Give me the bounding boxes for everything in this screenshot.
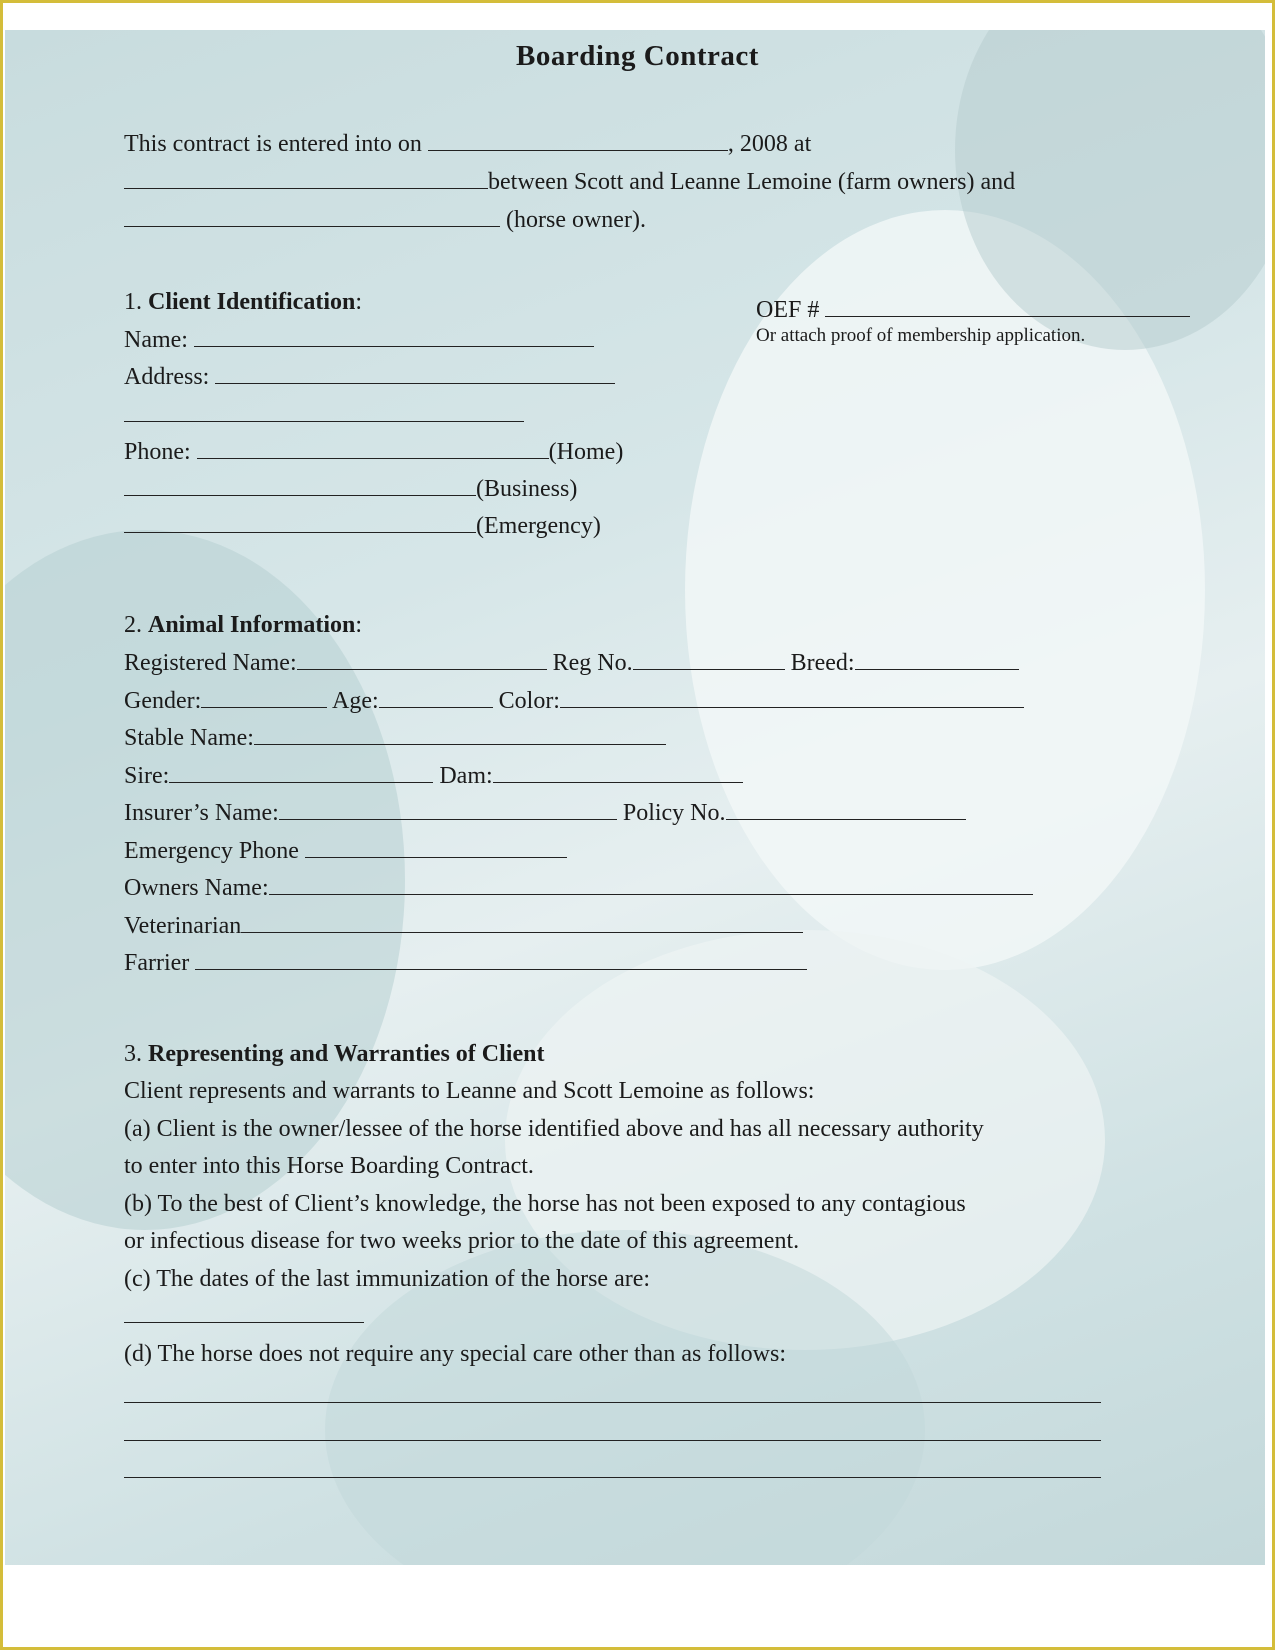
- age-field[interactable]: [379, 683, 493, 708]
- sire-field[interactable]: [169, 758, 433, 783]
- document-title: Boarding Contract: [516, 40, 759, 72]
- section-1-heading: [124, 285, 362, 319]
- intro-line-2: [124, 164, 1015, 198]
- contract-location-field[interactable]: [124, 164, 488, 189]
- stable-name-field[interactable]: [254, 720, 666, 745]
- farrier-label: Farrier: [124, 950, 190, 976]
- section-number: 3.: [124, 1041, 142, 1067]
- name-row: [124, 322, 594, 356]
- oef-row: [756, 292, 1190, 327]
- name-field[interactable]: [194, 322, 594, 347]
- gender-field[interactable]: [201, 683, 327, 708]
- owners-name-label: Owners Name:: [124, 875, 269, 901]
- immunization-row: [124, 1298, 364, 1332]
- special-care-field-1[interactable]: [124, 1402, 1101, 1403]
- section-3-heading: [124, 1037, 544, 1071]
- insurer-label: Insurer’s Name:: [124, 800, 279, 826]
- intro-year-text: , 2008 at: [727, 131, 812, 157]
- clause-d: (d) The horse does not require any special care other than as follows:: [124, 1341, 786, 1367]
- breed-field[interactable]: [855, 645, 1019, 670]
- home-label: (Home): [548, 439, 624, 465]
- contract-date-field[interactable]: [428, 126, 728, 151]
- emergency-label: (Emergency): [476, 513, 601, 539]
- emergency-phone-field[interactable]: [305, 833, 567, 858]
- intro-line-3: [124, 202, 646, 236]
- farrier-row: [124, 945, 807, 979]
- section-number: 2.: [124, 612, 142, 638]
- address-field-2[interactable]: [124, 397, 524, 422]
- veterinarian-label: Veterinarian: [124, 913, 242, 939]
- address-row-2: [124, 397, 524, 431]
- clause-b-line-2: or infectious disease for two weeks prior to the date of this agreement.: [124, 1228, 800, 1254]
- section-2-heading: [124, 608, 362, 642]
- horse-owner-label: (horse owner).: [506, 207, 646, 233]
- name-label: Name:: [124, 327, 188, 353]
- intro-line-1: [124, 126, 811, 160]
- business-label: (Business): [476, 476, 578, 502]
- phone-emergency-row: [124, 508, 601, 542]
- clause-a-line-2: to enter into this Horse Boarding Contract.: [124, 1153, 534, 1179]
- phone-home-row: [124, 434, 623, 468]
- horse-owner-field[interactable]: [124, 202, 500, 227]
- emergency-phone-row: [124, 833, 567, 867]
- owners-name-field[interactable]: [269, 870, 1033, 895]
- sire-dam-row: [124, 758, 743, 792]
- section-number: 1.: [124, 289, 142, 315]
- sire-label: Sire:: [124, 763, 170, 789]
- registered-name-row: [124, 645, 1019, 679]
- oef-note: Or attach proof of membership application.: [756, 325, 1086, 346]
- oef-field[interactable]: [825, 292, 1190, 317]
- reg-no-field[interactable]: [633, 645, 785, 670]
- clause-a-line-1: (a) Client is the owner/lessee of the horse identified above and has all necessary authority: [124, 1116, 984, 1142]
- dam-field[interactable]: [493, 758, 743, 783]
- colon: :: [355, 289, 362, 315]
- age-label: Age:: [331, 688, 379, 714]
- oef-label: OEF #: [756, 297, 820, 323]
- stable-name-label: Stable Name:: [124, 725, 254, 751]
- dam-label: Dam:: [439, 763, 493, 789]
- phone-emergency-field[interactable]: [124, 508, 476, 533]
- veterinarian-field[interactable]: [241, 908, 803, 933]
- policy-field[interactable]: [726, 795, 966, 820]
- gender-row: [124, 683, 1024, 717]
- phone-business-row: [124, 471, 577, 505]
- gender-label: Gender:: [124, 688, 202, 714]
- address-label: Address:: [124, 364, 210, 390]
- registered-name-label: Registered Name:: [124, 650, 297, 676]
- veterinarian-row: [124, 908, 803, 942]
- registered-name-field[interactable]: [297, 645, 547, 670]
- emergency-phone-label: Emergency Phone: [124, 838, 299, 864]
- section-title: Animal Information: [148, 612, 356, 638]
- immunization-dates-field[interactable]: [124, 1298, 364, 1323]
- clause-c: (c) The dates of the last immunization of the horse are:: [124, 1266, 651, 1292]
- owners-name-row: [124, 870, 1033, 904]
- reg-no-label: Reg No.: [552, 650, 633, 676]
- clause-b-line-1: (b) To the best of Client’s knowledge, the horse has not been exposed to any contagious: [124, 1191, 966, 1217]
- section-3-intro: Client represents and warrants to Leanne and Scott Lemoine as follows:: [124, 1078, 815, 1104]
- stable-name-row: [124, 720, 666, 754]
- policy-label: Policy No.: [622, 800, 726, 826]
- section-title: Representing and Warranties of Client: [148, 1041, 545, 1067]
- colon: :: [355, 612, 363, 638]
- intro-parties-text: between Scott and Leanne Lemoine (farm owners) and: [488, 169, 1016, 195]
- insurer-row: [124, 795, 966, 829]
- special-care-field-2[interactable]: [124, 1440, 1101, 1441]
- breed-label: Breed:: [790, 650, 855, 676]
- special-care-field-3[interactable]: [124, 1477, 1101, 1478]
- address-row: [124, 359, 615, 393]
- color-label: Color:: [498, 688, 560, 714]
- section-title: Client Identification: [148, 289, 356, 315]
- phone-label: Phone:: [124, 439, 191, 465]
- address-field[interactable]: [215, 359, 615, 384]
- phone-home-field[interactable]: [197, 434, 549, 459]
- intro-text: This contract is entered into on: [124, 131, 422, 157]
- insurer-field[interactable]: [279, 795, 617, 820]
- farrier-field[interactable]: [195, 945, 807, 970]
- color-field[interactable]: [560, 683, 1024, 708]
- phone-business-field[interactable]: [124, 471, 476, 496]
